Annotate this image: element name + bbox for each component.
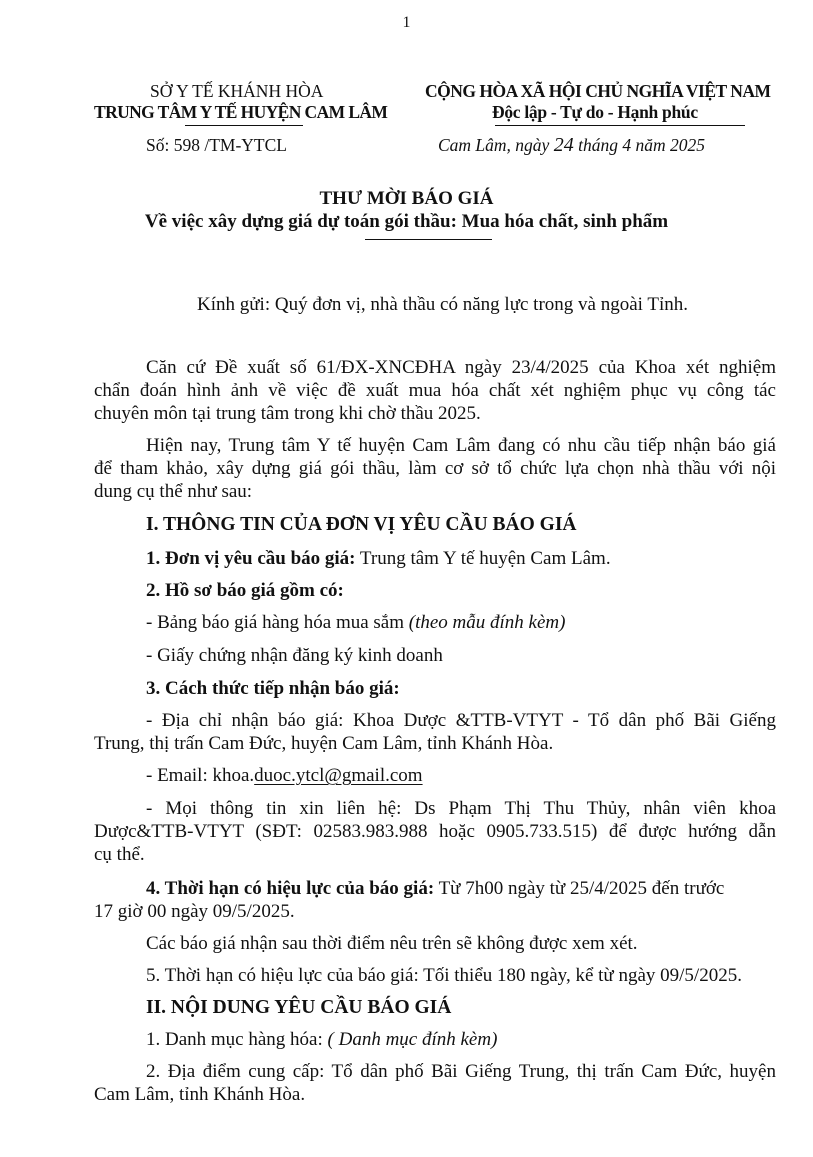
section2-item2-line2: Cam Lâm, tỉnh Khánh Hòa. xyxy=(94,1084,306,1105)
section1-item2-bullet1 xyxy=(146,611,565,634)
section1-heading: I. THÔNG TIN CỦA ĐƠN VỊ YÊU CẦU BÁO GIÁ xyxy=(146,514,577,535)
item1-value: Trung tâm Y tế huyện Cam Lâm. xyxy=(355,548,611,569)
document-date xyxy=(438,134,705,156)
date-suffix: tháng 4 năm 2025 xyxy=(573,135,705,155)
section2-item1-label: 1. Danh mục hàng hóa: xyxy=(146,1029,328,1050)
section1-item1 xyxy=(146,547,611,570)
section2-item2-line1: 2. Địa điểm cung cấp: Tổ dân phố Bãi Giếng Trung, thị trấn Cam Đức, huyện xyxy=(146,1061,776,1082)
header-right-underline xyxy=(495,125,745,126)
section2-item1 xyxy=(146,1028,497,1051)
section1-contact-line2: Dược&TTB-VTYT (SĐT: 02583.983.988 hoặc 0905.733.515) để được hướng dẫn xyxy=(94,821,776,842)
section1-item2-bullet2: - Giấy chứng nhận đăng ký kinh doanh xyxy=(146,645,443,666)
intro-para1-line1: Căn cứ Đề xuất số 61/ĐX-XNCĐHA ngày 23/4/2025 của Khoa xét nghiệm xyxy=(146,357,776,378)
header-left-underline xyxy=(185,125,303,126)
bullet1-text: - Bảng báo giá hàng hóa mua sắm xyxy=(146,612,409,633)
header-organization: TRUNG TÂM Y TẾ HUYỆN CAM LÂM xyxy=(94,102,388,122)
section1-item3-heading: 3. Cách thức tiếp nhận báo giá: xyxy=(146,678,400,699)
section1-item2-heading: 2. Hồ sơ báo giá gồm có: xyxy=(146,580,344,601)
letter-title: THƯ MỜI BÁO GIÁ xyxy=(319,188,494,209)
header-department: SỞ Y TẾ KHÁNH HÒA xyxy=(150,81,324,101)
section1-item4 xyxy=(146,877,724,900)
date-prefix: Cam Lâm, ngày xyxy=(438,135,550,155)
section2-item1-note: ( Danh mục đính kèm) xyxy=(327,1029,498,1050)
section1-contact-line3: cụ thể. xyxy=(94,844,145,865)
document-number: Số: 598 /TM-YTCL xyxy=(146,135,287,155)
item4-label: 4. Thời hạn có hiệu lực của báo giá: xyxy=(146,878,435,899)
date-day: 24 xyxy=(553,134,574,156)
section1-contact-line1: - Mọi thông tin xin liên hệ: Ds Phạm Thị Thu Thủy, nhân viên khoa xyxy=(146,798,776,819)
section2-heading: II. NỘI DUNG YÊU CẦU BÁO GIÁ xyxy=(146,997,452,1018)
section1-email xyxy=(146,764,423,787)
intro-para1-line2: chẩn đoán hình ảnh về việc đề xuất mua hóa chất xét nghiệm phục vụ công tác xyxy=(94,380,776,401)
bullet1-note: (theo mẫu đính kèm) xyxy=(408,612,566,633)
section1-item5: 5. Thời hạn có hiệu lực của báo giá: Tối thiểu 180 ngày, kể từ ngày 09/5/2025. xyxy=(146,965,742,986)
section1-item4-note: Các báo giá nhận sau thời điểm nêu trên sẽ không được xem xét. xyxy=(146,933,638,954)
item4-value: Từ 7h00 ngày từ 25/4/2025 đến trước xyxy=(434,878,725,899)
intro-para2-line2: để tham khảo, xây dựng giá gói thầu, làm cơ sở tổ chức lựa chọn nhà thầu với nội xyxy=(94,458,776,479)
subtitle-underline xyxy=(365,239,492,240)
intro-para2-line3: dung cụ thể như sau: xyxy=(94,481,253,502)
national-motto: Độc lập - Tự do - Hạnh phúc xyxy=(492,102,698,122)
section1-address-line2: Trung, thị trấn Cam Đức, huyện Cam Lâm, tỉnh Khánh Hòa. xyxy=(94,733,554,754)
section1-item4-line2: 17 giờ 00 ngày 09/5/2025. xyxy=(94,901,295,922)
email-link[interactable]: duoc.ytcl@gmail.com xyxy=(254,765,423,786)
section1-address-line1: - Địa chỉ nhận báo giá: Khoa Dược &TTB-VTYT - Tổ dân phố Bãi Giếng xyxy=(146,710,776,731)
intro-para2-line1: Hiện nay, Trung tâm Y tế huyện Cam Lâm đang có nhu cầu tiếp nhận báo giá xyxy=(146,435,776,456)
item1-label: 1. Đơn vị yêu cầu báo giá: xyxy=(146,548,356,569)
email-prefix: - Email: khoa. xyxy=(146,765,255,786)
letter-subtitle: Về việc xây dựng giá dự toán gói thầu: Mua hóa chất, sinh phẩm xyxy=(144,211,669,232)
page-number: 1 xyxy=(402,14,411,31)
national-title: CỘNG HÒA XÃ HỘI CHỦ NGHĨA VIỆT NAM xyxy=(425,81,771,101)
recipient-line: Kính gửi: Quý đơn vị, nhà thầu có năng lực trong và ngoài Tỉnh. xyxy=(197,294,688,315)
intro-para1-line3: chuyên môn tại trung tâm trong khi chờ thầu 2025. xyxy=(94,403,481,424)
